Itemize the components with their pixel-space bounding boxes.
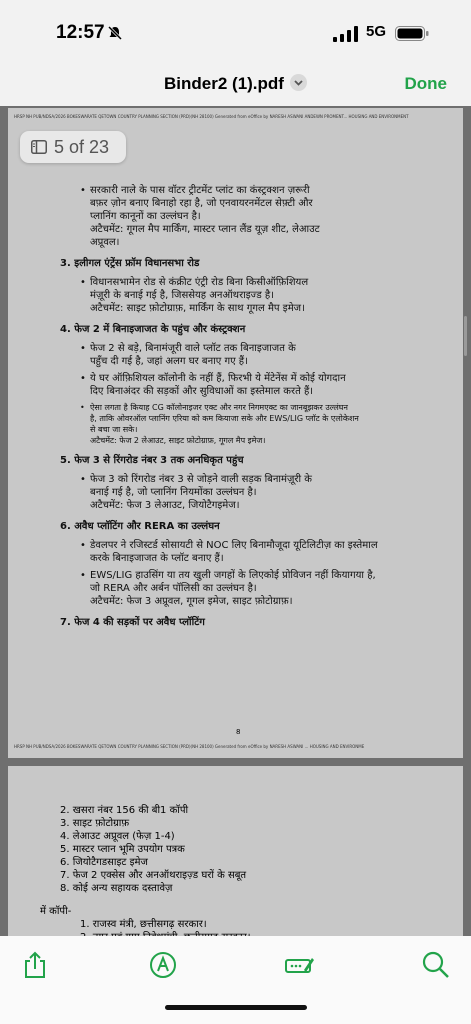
bullet-item xyxy=(60,184,450,249)
text-line: बनाई गई है, जो प्लानिंग नियमोंका उल्लंघन है। xyxy=(90,487,257,498)
list-item: 1. राजस्व मंत्री, छत्तीसगढ़ सरकार। xyxy=(80,919,207,930)
list-item: 8. कोई अन्य सहायक दस्तावेज़ xyxy=(60,883,173,894)
sidebar-icon xyxy=(31,140,47,154)
done-button[interactable]: Done xyxy=(404,74,447,93)
list-item: 3. साइट फ़ोटोग्राफ़ xyxy=(60,818,130,829)
pdf-page xyxy=(8,766,463,946)
silent-bell-icon xyxy=(107,25,123,41)
text-line: मंज़ूरी के बनाई गई है, जिससेयह अनऑथराइज्ड है। xyxy=(90,290,275,301)
document-section xyxy=(60,454,450,512)
text-line: अटैचमेंट: गूगल मैप मार्किंग, मास्टर प्लान लैंड यूज़ शीट, लेआउट xyxy=(90,224,320,235)
text-line: • सरकारी नाले के पास वॉटर ट्रीटमेंट प्लांट का कंस्ट्रक्शन ज़रूरी xyxy=(90,185,310,196)
document-section xyxy=(60,616,450,629)
text-line: अप्रूवल। xyxy=(90,237,120,248)
text-line: से बचा जा सके। xyxy=(90,425,138,434)
bottom-toolbar xyxy=(0,936,471,1024)
share-icon[interactable] xyxy=(20,950,50,980)
text-line: अटैचमेंट: फेज 3 लेआउट, जियोटैगइमेज। xyxy=(90,500,240,511)
battery-icon xyxy=(395,26,429,41)
document-title-text: Binder2 (1).pdf xyxy=(164,74,284,93)
text-line: • ऐसा लगता है कियाह CG कॉलोनाइजर एक्ट और नगर निगमएक्ट का जानबूझकर उल्लंघन xyxy=(90,403,348,412)
text-line: अटैचमेंट: फेज 2 लेआउट, साइट फ़ोटोग्राफ़, गूगल मैप इमेज। xyxy=(90,436,266,445)
section-heading: 5. फेज 3 से रिंगरोड नंबर 3 तक अनधिकृत पहुंच xyxy=(60,455,244,466)
document-section xyxy=(60,323,450,446)
bullet-item xyxy=(60,539,450,565)
text-line: करके बिनाइजाजत के प्लॉट बनाए हैं। xyxy=(90,553,224,564)
document-nav-bar xyxy=(0,62,471,106)
document-title[interactable] xyxy=(0,74,471,94)
scrollbar[interactable] xyxy=(464,316,467,356)
text-line: पहुँच दी गई है, जहां अलग घर बनाए गए हैं। xyxy=(90,356,248,367)
bullet-item xyxy=(60,276,450,315)
text-line: • EWS/LIG हाउसिंग या तय खुली जगहों के लिएकोई प्रोविजन नहीं कियागया है, xyxy=(90,570,376,581)
status-time: 12:57 xyxy=(56,22,105,43)
pdf-viewer[interactable] xyxy=(0,106,471,936)
bullet-item xyxy=(60,569,450,608)
pdf-page xyxy=(8,108,463,758)
page-content xyxy=(60,184,450,637)
bullet-item xyxy=(60,342,450,368)
status-bar xyxy=(0,0,471,62)
page-indicator[interactable] xyxy=(20,131,126,163)
network-type: 5G xyxy=(366,23,387,40)
chevron-down-icon[interactable] xyxy=(290,74,307,91)
text-line: दिए बिनाअंदर की सड़कों और सुविधाओं का इस्तेमाल करते हैं। xyxy=(90,386,314,397)
document-section xyxy=(60,184,450,249)
bullet-item xyxy=(60,402,450,446)
page-content xyxy=(40,804,440,944)
text-line: अटैचमेंट: फेज 3 अप्रूवल, गूगल इमेज, साइट फ़ोटोग्राफ़। xyxy=(90,596,293,607)
text-line: बफ़र ज़ोन बनाए बिनाहो रहा है, जो एनवायरनमेंटल सेफ़्टी और xyxy=(90,198,313,209)
cellular-signal-icon xyxy=(333,26,359,42)
text-line: अटैचमेंट: साइट फ़ोटोग्राफ़, मार्किंग के साथ गूगल मैप इमेज। xyxy=(90,303,305,314)
section-heading: 4. फेज 2 में बिनाइजाजत के पहुंच और कंस्ट्रक्शन xyxy=(60,324,246,335)
document-section xyxy=(60,257,450,315)
text-line: जो RERA और अर्बन पॉलिसी का उल्लंघन है। xyxy=(90,583,257,594)
text-line: • विधानसभामेन रोड से कंक्रीट एंट्री रोड बिना किसीऑफ़िशियल xyxy=(90,277,309,288)
text-line: • फेज 2 से बड़े, बिनामंजूरी वाले प्लॉट तक बिनाइजाजत के xyxy=(90,343,296,354)
page-number: 8 xyxy=(236,728,241,736)
page-indicator-text: 5 of 23 xyxy=(54,137,110,157)
list-item: 6. जियोटैगडसाइट इमेज xyxy=(60,857,148,868)
list-item: 5. मास्टर प्लान भूमि उपयोग पत्रक xyxy=(60,844,185,855)
section-heading: 7. फेज 4 की सड़कों पर अवैध प्लॉटिंग xyxy=(60,617,205,628)
list-item: 2. खसरा नंबर 156 की बी1 कॉपी xyxy=(60,805,189,816)
text-line: • ये घर ऑफ़िशियल कॉलोनी के नहीं हैं, फिरभी ये मेंटेनेंस में कोई योगदान xyxy=(90,373,346,384)
bullet-item xyxy=(60,473,450,512)
section-heading: 3. इलीगल एंट्रेंस फ्रॉम विधानसभा रोड xyxy=(60,258,200,269)
markup-icon[interactable] xyxy=(148,950,178,980)
bullet-item xyxy=(60,372,450,398)
home-indicator xyxy=(165,1005,307,1010)
list-item: 7. फेज 2 एक्सेस और अनऑथराइज़्ड घरों के सबूत xyxy=(60,870,247,881)
page-footer-text: HRSP NH PUB/NDSA/2026 BOKESWARATE QETOWN COUNTRY PLANNING SECTION (PRD)(NH 28100) Generated from eOffice by NARESH ASWANI ... HOUSING AND ENVIRONME xyxy=(14,744,365,749)
search-icon[interactable] xyxy=(421,950,451,980)
section-heading: 6. अवैध प्लॉटिंग और RERA का उल्लंघन xyxy=(60,521,220,532)
copy-label: में कॉपी- xyxy=(40,906,72,917)
text-line: प्लानिंग कानूनों का उल्लंघन है। xyxy=(90,211,201,222)
text-line: • डेवलपर ने रजिस्टर्ड सोसायटी से NOC लिए बिनामौजूदा यूटिलिटीज़ का इस्तेमाल xyxy=(90,540,378,551)
page-header-text: HRSP NH PUB/NDSA/2026 BOKESWARATE QETOWN COUNTRY PLANNING SECTION (PRD)(NH 28100) Generated from eOffice by NARESH ASWANI ANDEWN PROMENT... HOUSING AND ENVIRONMENT xyxy=(14,114,409,119)
document-section xyxy=(60,520,450,608)
text-line: है, ताकि ओवरऑल प्लानिंग एरिया को कम कियाजा सके और EWS/LIG प्लॉट के एलोकेशन xyxy=(90,414,359,423)
signature-icon[interactable] xyxy=(284,950,314,980)
list-item: 4. लेआउट अप्रूवल (फेज़ 1-4) xyxy=(60,831,175,842)
text-line: • फेज 3 को रिंगरोड नंबर 3 से जोड़ने वाली सड़क बिनामंज़ूरी के xyxy=(90,474,312,485)
